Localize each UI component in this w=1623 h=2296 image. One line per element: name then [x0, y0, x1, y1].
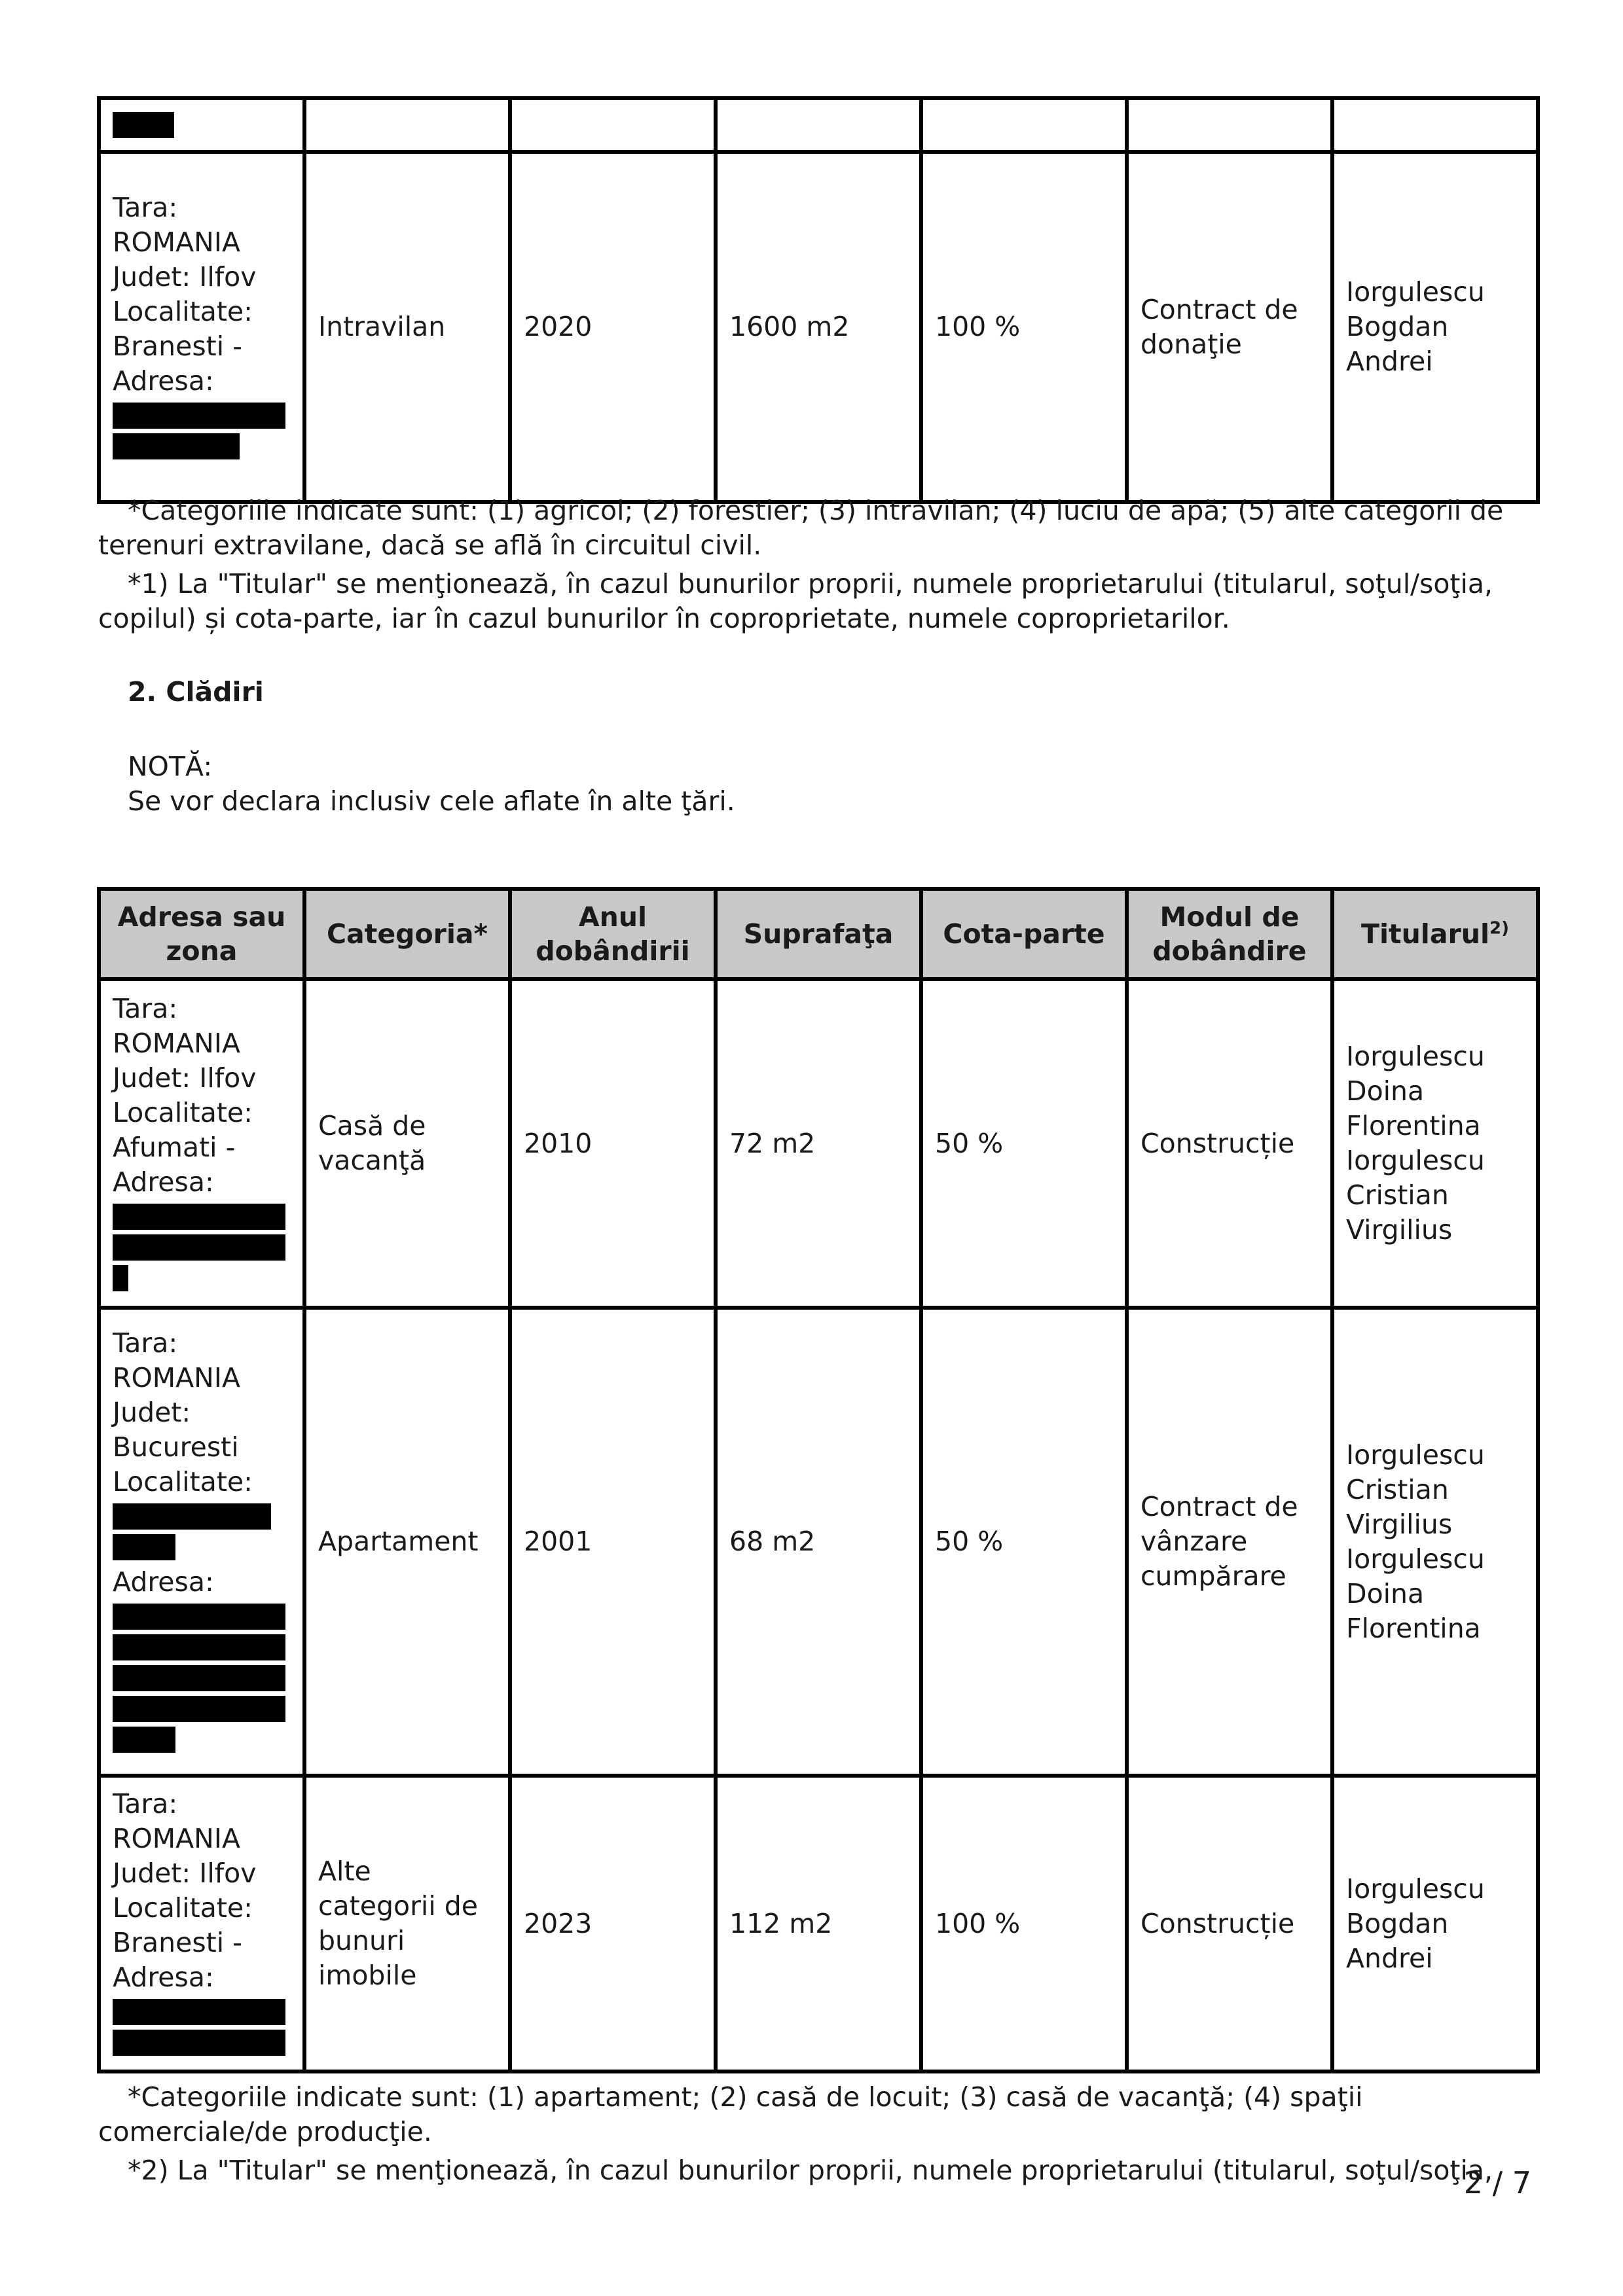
category-cell — [304, 98, 510, 152]
category-cell: Apartament — [304, 1308, 510, 1776]
mode-cell — [1127, 98, 1332, 152]
redaction-bar — [113, 1604, 285, 1630]
address-cell: Tara: ROMANIA Judet: Ilfov Localitate: Afumati - Adresa: — [99, 979, 304, 1308]
mode-cell: Contract de donaţie — [1127, 152, 1332, 502]
redaction-bar — [113, 1204, 285, 1230]
area-cell: 68 m2 — [716, 1308, 921, 1776]
building-holder-note: *2) La "Titular" se menţionează, în cazul bunurilor proprii, numele proprietarului (titularul, soţul/soţia, — [128, 2155, 1493, 2186]
redaction-bar — [113, 1503, 271, 1530]
address-cell: Tara: ROMANIA Judet: Ilfov Localitate: Branesti - Adresa: — [99, 1776, 304, 2072]
table-row — [99, 979, 1538, 1308]
year-cell — [510, 98, 716, 152]
redaction-bar — [113, 433, 240, 459]
column-header-holder: Titularul$^{2)}$ — [1332, 889, 1538, 979]
redaction-bar — [113, 1265, 128, 1291]
page-number: 2 / 7 — [1463, 2165, 1531, 2200]
year-cell: 2020 — [510, 152, 716, 502]
land-categories-note: *Categoriile indicate sunt: (1) agricol; (2) forestier; (3) intravilan; (4) luciu de apă; (5) alte categorii de terenuri extravilane, dacă se află în circuitul civil. — [98, 495, 1504, 561]
table-header-row — [99, 889, 1538, 979]
category-cell: Casă de vacanţă — [304, 979, 510, 1308]
year-cell: 2023 — [510, 1776, 716, 2072]
mode-cell: Contract de vânzare cumpărare — [1127, 1308, 1332, 1776]
share-cell — [921, 98, 1127, 152]
year-cell: 2010 — [510, 979, 716, 1308]
column-header-area: Suprafaţa — [716, 889, 921, 979]
area-cell: 1600 m2 — [716, 152, 921, 502]
redaction-bar — [113, 112, 174, 138]
holder-cell: Iorgulescu Doina Florentina Iorgulescu Cristian Virgilius — [1332, 979, 1538, 1308]
share-cell: 50 % — [921, 979, 1127, 1308]
address-cell: Tara: ROMANIA Judet: Bucuresti Localitate: Adresa: — [99, 1308, 304, 1776]
note-text: Se vor declara inclusiv cele aflate în alte ţări. — [128, 785, 735, 817]
address-cell: Tara: ROMANIA Judet: Ilfov Localitate: Branesti - Adresa: — [99, 152, 304, 502]
share-cell: 50 % — [921, 1308, 1127, 1776]
area-cell: 112 m2 — [716, 1776, 921, 2072]
land-holder-note: *1) La "Titular" se menţionează, în cazul bunurilor proprii, numele proprietarului (titularul, soţul/soţia, copilul) și cota-parte, iar în cazul bunurilor în coproprietate, numele coproprietarilor. — [98, 568, 1493, 634]
redaction-bar — [113, 1634, 285, 1660]
category-cell: Intravilan — [304, 152, 510, 502]
category-cell: Alte categorii de bunuri imobile — [304, 1776, 510, 2072]
redaction-bar — [113, 403, 285, 429]
redaction-bar — [113, 1534, 175, 1560]
redaction-bar — [113, 1665, 285, 1691]
redaction-bar — [113, 1696, 285, 1722]
holder-cell: Iorgulescu Cristian Virgilius Iorgulescu Doina Florentina — [1332, 1308, 1538, 1776]
table-row — [99, 1308, 1538, 1776]
building-categories-note: *Categoriile indicate sunt: (1) apartament; (2) casă de locuit; (3) casă de vacanţă; (4) spaţii comerciale/de producţie. — [98, 2081, 1363, 2147]
column-header-year: Anul dobândirii — [510, 889, 716, 979]
holder-cell: Iorgulescu Bogdan Andrei — [1332, 1776, 1538, 2072]
table-row — [99, 98, 1538, 152]
buildings-table — [97, 887, 1540, 2073]
area-cell — [716, 98, 921, 152]
address-cell — [99, 98, 304, 152]
redaction-bar — [113, 1999, 285, 2025]
mode-cell: Construcție — [1127, 979, 1332, 1308]
mode-cell: Construcție — [1127, 1776, 1332, 2072]
holder-cell — [1332, 98, 1538, 152]
section-heading: 2. Clădiri — [128, 676, 264, 708]
table-row — [99, 152, 1538, 502]
column-header-share: Cota-parte — [921, 889, 1127, 979]
redaction-bar — [113, 1727, 175, 1753]
column-header-category: Categoria* — [304, 889, 510, 979]
note-label: NOTĂ: — [128, 751, 213, 782]
table-row — [99, 1776, 1538, 2072]
share-cell: 100 % — [921, 1776, 1127, 2072]
share-cell: 100 % — [921, 152, 1127, 502]
column-header-mode: Modul de dobândire — [1127, 889, 1332, 979]
land-table-continued — [97, 96, 1540, 504]
year-cell: 2001 — [510, 1308, 716, 1776]
redaction-bar — [113, 2030, 285, 2056]
area-cell: 72 m2 — [716, 979, 921, 1308]
redaction-bar — [113, 1234, 285, 1261]
holder-cell: Iorgulescu Bogdan Andrei — [1332, 152, 1538, 502]
column-header-address: Adresa sau zona — [99, 889, 304, 979]
